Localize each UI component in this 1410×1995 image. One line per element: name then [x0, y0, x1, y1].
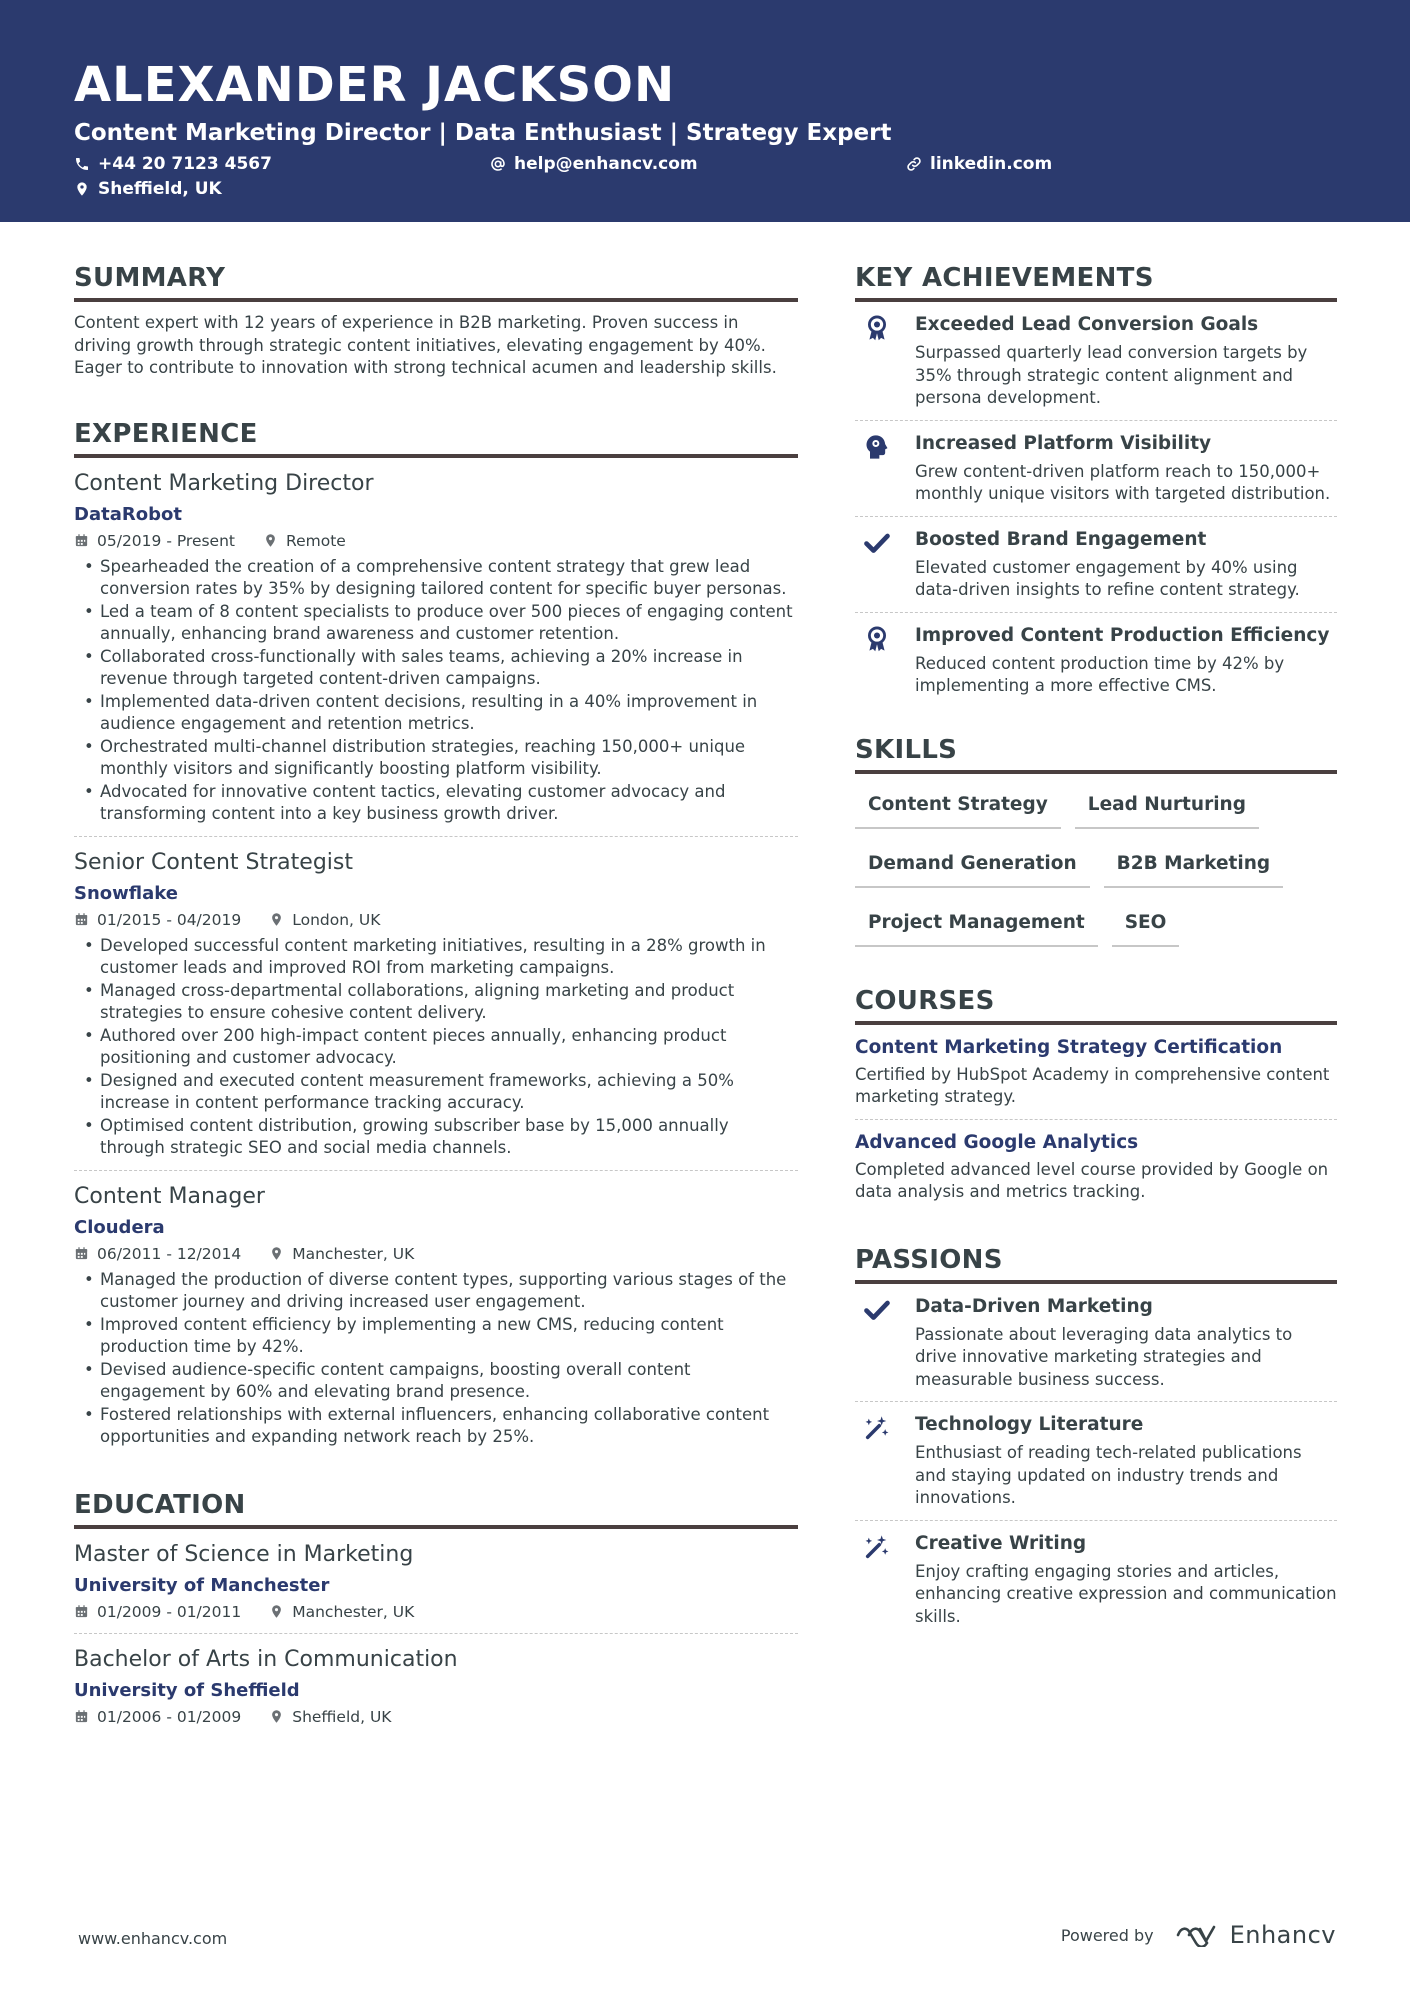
skill-tag: Demand Generation	[855, 851, 1090, 888]
left-column	[74, 262, 798, 1738]
skills-section	[855, 734, 1337, 947]
location	[269, 1601, 414, 1623]
dates	[74, 530, 235, 552]
skill-tag: Lead Nurturing	[1075, 792, 1259, 829]
achievement-item	[855, 302, 1337, 421]
item-title: Improved Content Production Efficiency	[915, 624, 1330, 646]
medal-icon	[863, 314, 891, 342]
date-range: 01/2006 - 01/2009	[97, 1707, 242, 1726]
section-heading: KEY ACHIEVEMENTS	[855, 262, 1337, 302]
date-range: 05/2019 - Present	[97, 531, 235, 550]
dates	[74, 1243, 241, 1265]
phone-icon	[74, 156, 90, 172]
item-body	[915, 527, 1337, 602]
responsibility-item: • Devised audience-specific content campaigns, boosting overall content engagement by 60% and elevating brand presence.	[74, 1359, 798, 1404]
job-title: Senior Content Strategist	[74, 849, 353, 875]
course-title[interactable]: Advanced Google Analytics	[855, 1131, 1139, 1153]
enhancv-logo[interactable]	[1174, 1921, 1336, 1949]
right-column	[855, 262, 1337, 1638]
experience-item	[74, 837, 798, 1171]
enhancv-logo-icon	[1174, 1923, 1220, 1947]
calendar-icon	[74, 533, 89, 548]
responsibility-item: • Managed cross-departmental collaborations, aligning marketing and product strategies to ensure cohesive content delivery.	[74, 980, 798, 1025]
job-title: Content Manager	[74, 1183, 265, 1209]
achievements-list	[855, 302, 1337, 708]
section-heading: SKILLS	[855, 734, 1337, 774]
email-address: help@enhancv.com	[514, 154, 698, 174]
item-description: Enjoy crafting engaging stories and articles, enhancing creative expression and communication skills.	[915, 1561, 1337, 1626]
date-range: 01/2009 - 01/2011	[97, 1602, 242, 1621]
item-title: Boosted Brand Engagement	[915, 528, 1207, 550]
skill-tag: Project Management	[855, 910, 1098, 947]
item-icon	[855, 1412, 915, 1510]
item-title: Increased Platform Visibility	[915, 432, 1212, 454]
responsibility-item: • Led a team of 8 content specialists to produce over 500 pieces of engaging content annually, enhancing brand awareness and customer retention.	[74, 601, 798, 646]
wand-icon	[863, 1533, 891, 1561]
item-description: Enthusiast of reading tech-related publications and staying updated on industry trends and innovations.	[915, 1443, 1302, 1507]
brand-name: Enhancv	[1229, 1921, 1336, 1949]
calendar-icon	[74, 1604, 89, 1619]
item-icon	[855, 1531, 915, 1629]
item-icon	[855, 312, 915, 410]
candidate-title: Content Marketing Director | Data Enthusiast | Strategy Expert	[74, 120, 892, 146]
location-pin-icon	[269, 1604, 284, 1619]
course-item	[855, 1120, 1337, 1214]
date-range: 01/2015 - 04/2019	[97, 910, 242, 929]
responsibility-item: • Optimised content distribution, growing subscriber base by 15,000 annually through strategic SEO and social media channels.	[74, 1115, 798, 1160]
education-section	[74, 1489, 798, 1738]
experience-item	[74, 1171, 798, 1459]
contact-linkedin[interactable]	[906, 154, 1052, 174]
wand-icon	[863, 1414, 891, 1442]
location	[269, 909, 380, 931]
responsibility-item: • Collaborated cross-functionally with sales teams, achieving a 20% increase in revenue through targeted content-driven campaigns.	[74, 646, 798, 691]
education-list	[74, 1529, 798, 1738]
responsibility-item: • Managed the production of diverse content types, supporting various stages of the customer journey and driving increased user engagement.	[74, 1269, 798, 1314]
location-text: Manchester, UK	[292, 1602, 415, 1621]
contact-email[interactable]	[490, 154, 698, 174]
head-idea-icon	[863, 433, 891, 461]
summary-section	[74, 262, 798, 380]
responsibility-item: • Spearheaded the creation of a comprehensive content strategy that grew lead conversion rates by 35% by designing tailored content for specific buyer personas.	[74, 556, 798, 601]
responsibility-item: • Advocated for innovative content tactics, elevating customer advocacy and transforming content into a key business growth driver.	[74, 781, 798, 826]
company-name[interactable]: DataRobot	[74, 503, 182, 525]
item-body	[915, 623, 1337, 698]
meta-row	[74, 1706, 798, 1728]
skills-list	[855, 792, 1337, 947]
passion-item	[855, 1521, 1337, 1639]
meta-row	[74, 1601, 798, 1623]
responsibility-item: • Implemented data-driven content decisions, resulting in a 40% improvement in audience engagement and retention metrics.	[74, 691, 798, 736]
calendar-icon	[74, 1709, 89, 1724]
item-description: Elevated customer engagement by 40% using data-driven insights to refine content strategy.	[915, 557, 1300, 599]
responsibility-item: • Orchestrated multi-channel distribution strategies, reaching 150,000+ unique monthly visitors and significantly boosting platform visibility.	[74, 736, 798, 781]
courses-list	[855, 1025, 1337, 1214]
location-pin-icon	[269, 912, 284, 927]
meta-row	[74, 909, 798, 931]
passions-list	[855, 1284, 1337, 1639]
contact-phone[interactable]	[74, 154, 272, 174]
courses-section	[855, 985, 1337, 1214]
responsibility-item: • Fostered relationships with external influencers, enhancing collaborative content opportunities and expanding network reach by 25%.	[74, 1404, 798, 1449]
linkedin-link: linkedin.com	[930, 154, 1053, 174]
company-name[interactable]: Cloudera	[74, 1216, 165, 1238]
powered-by-label: Powered by	[1060, 1925, 1154, 1945]
item-title: Exceeded Lead Conversion Goals	[915, 314, 1259, 335]
responsibility-list	[74, 935, 798, 1160]
item-icon	[855, 1294, 915, 1392]
candidate-name: ALEXANDER JACKSON	[74, 57, 676, 113]
resume-header	[0, 0, 1410, 222]
section-heading: SUMMARY	[74, 262, 798, 302]
location-pin-icon	[263, 533, 278, 548]
section-heading: EXPERIENCE	[74, 418, 798, 458]
item-title: Technology Literature	[915, 1414, 1144, 1435]
location-text: London, UK	[292, 910, 381, 929]
education-item	[74, 1634, 798, 1738]
page-footer	[78, 1915, 1336, 1955]
achievement-item	[855, 421, 1337, 517]
responsibility-item: • Developed successful content marketing initiatives, resulting in a 28% growth in customer leads and improved ROI from marketing campaigns.	[74, 935, 798, 980]
school-name[interactable]: University of Manchester	[74, 1574, 330, 1596]
responsibility-list	[74, 1269, 798, 1449]
dates	[74, 1706, 241, 1728]
company-name[interactable]: Snowflake	[74, 882, 178, 904]
location-text: Manchester, UK	[292, 1244, 415, 1263]
education-item	[74, 1529, 798, 1634]
experience-section	[74, 418, 798, 1459]
item-description: Grew content-driven platform reach to 150,000+ monthly unique visitors with targeted distribution.	[915, 461, 1331, 503]
location-pin-icon	[269, 1246, 284, 1261]
item-title: Creative Writing	[915, 1532, 1087, 1554]
passion-item	[855, 1402, 1337, 1521]
item-body	[915, 1294, 1337, 1392]
at-icon	[490, 156, 506, 172]
meta-row	[74, 1243, 798, 1265]
skill-tag: B2B Marketing	[1104, 851, 1283, 888]
section-heading: PASSIONS	[855, 1244, 1337, 1284]
item-description: Reduced content production time by 42% by implementing a more effective CMS.	[915, 653, 1285, 695]
dates	[74, 909, 241, 931]
item-body	[915, 1412, 1337, 1510]
course-title[interactable]: Content Marketing Strategy Certification	[855, 1036, 1283, 1058]
calendar-icon	[74, 1246, 89, 1261]
responsibility-item: • Designed and executed content measurement frameworks, achieving a 50% increase in content performance tracking accuracy.	[74, 1070, 798, 1115]
location-text: Sheffield, UK	[98, 179, 222, 199]
item-icon	[855, 431, 915, 506]
item-description: Surpassed quarterly lead conversion targets by 35% through strategic content alignment and persona development.	[915, 343, 1308, 407]
checkmark-icon	[863, 1296, 891, 1324]
dates	[74, 1601, 241, 1623]
achievements-section	[855, 262, 1337, 708]
location	[269, 1706, 391, 1728]
summary-text: Content expert with 12 years of experience in B2B marketing. Proven success in driving growth through strategic content initiatives, elevating engagement by 40%. Eager to contribute to innovation with strong technical acumen and leadership skills.	[74, 313, 777, 377]
section-heading: EDUCATION	[74, 1489, 798, 1529]
date-range: 06/2011 - 12/2014	[97, 1244, 242, 1263]
location-pin-icon	[74, 181, 90, 197]
skill-tag: SEO	[1112, 910, 1180, 947]
footer-url[interactable]: www.enhancv.com	[78, 1929, 228, 1948]
location	[269, 1243, 414, 1265]
job-title: Content Marketing Director	[74, 470, 374, 496]
experience-item	[74, 458, 798, 837]
item-body	[915, 431, 1337, 506]
responsibility-item: • Improved content efficiency by implementing a new CMS, reducing content production time by 42%.	[74, 1314, 798, 1359]
link-icon	[906, 156, 922, 172]
school-name[interactable]: University of Sheffield	[74, 1679, 300, 1701]
phone-number: +44 20 7123 4567	[98, 154, 272, 174]
checkmark-icon	[863, 529, 891, 557]
course-description: Certified by HubSpot Academy in comprehensive content marketing strategy.	[855, 1064, 1330, 1106]
item-title: Data-Driven Marketing	[915, 1295, 1153, 1317]
course-item	[855, 1025, 1337, 1120]
item-body	[915, 312, 1337, 410]
location	[263, 530, 346, 552]
powered-by	[1061, 1921, 1336, 1949]
passion-item	[855, 1284, 1337, 1403]
responsibility-item: • Authored over 200 high-impact content pieces annually, enhancing product positioning and customer advocacy.	[74, 1025, 798, 1070]
achievement-item	[855, 517, 1337, 613]
location-pin-icon	[269, 1709, 284, 1724]
skill-tag: Content Strategy	[855, 792, 1061, 829]
passions-section	[855, 1244, 1337, 1639]
experience-list	[74, 458, 798, 1459]
medal-icon	[863, 625, 891, 653]
location-text: Remote	[286, 531, 346, 550]
degree: Master of Science in Marketing	[74, 1541, 414, 1567]
item-icon	[855, 527, 915, 602]
item-body	[915, 1531, 1337, 1629]
course-description: Completed advanced level course provided by Google on data analysis and metrics tracking.	[855, 1159, 1329, 1201]
calendar-icon	[74, 912, 89, 927]
location-text: Sheffield, UK	[292, 1707, 392, 1726]
contact-info	[74, 154, 1336, 206]
item-description: Passionate about leveraging data analytics to drive innovative marketing strategies and measurable business success.	[915, 1324, 1293, 1389]
meta-row	[74, 530, 798, 552]
item-icon	[855, 623, 915, 698]
degree: Bachelor of Arts in Communication	[74, 1646, 458, 1672]
section-heading: COURSES	[855, 985, 1337, 1025]
contact-location	[74, 179, 222, 199]
achievement-item	[855, 613, 1337, 708]
responsibility-list	[74, 556, 798, 826]
